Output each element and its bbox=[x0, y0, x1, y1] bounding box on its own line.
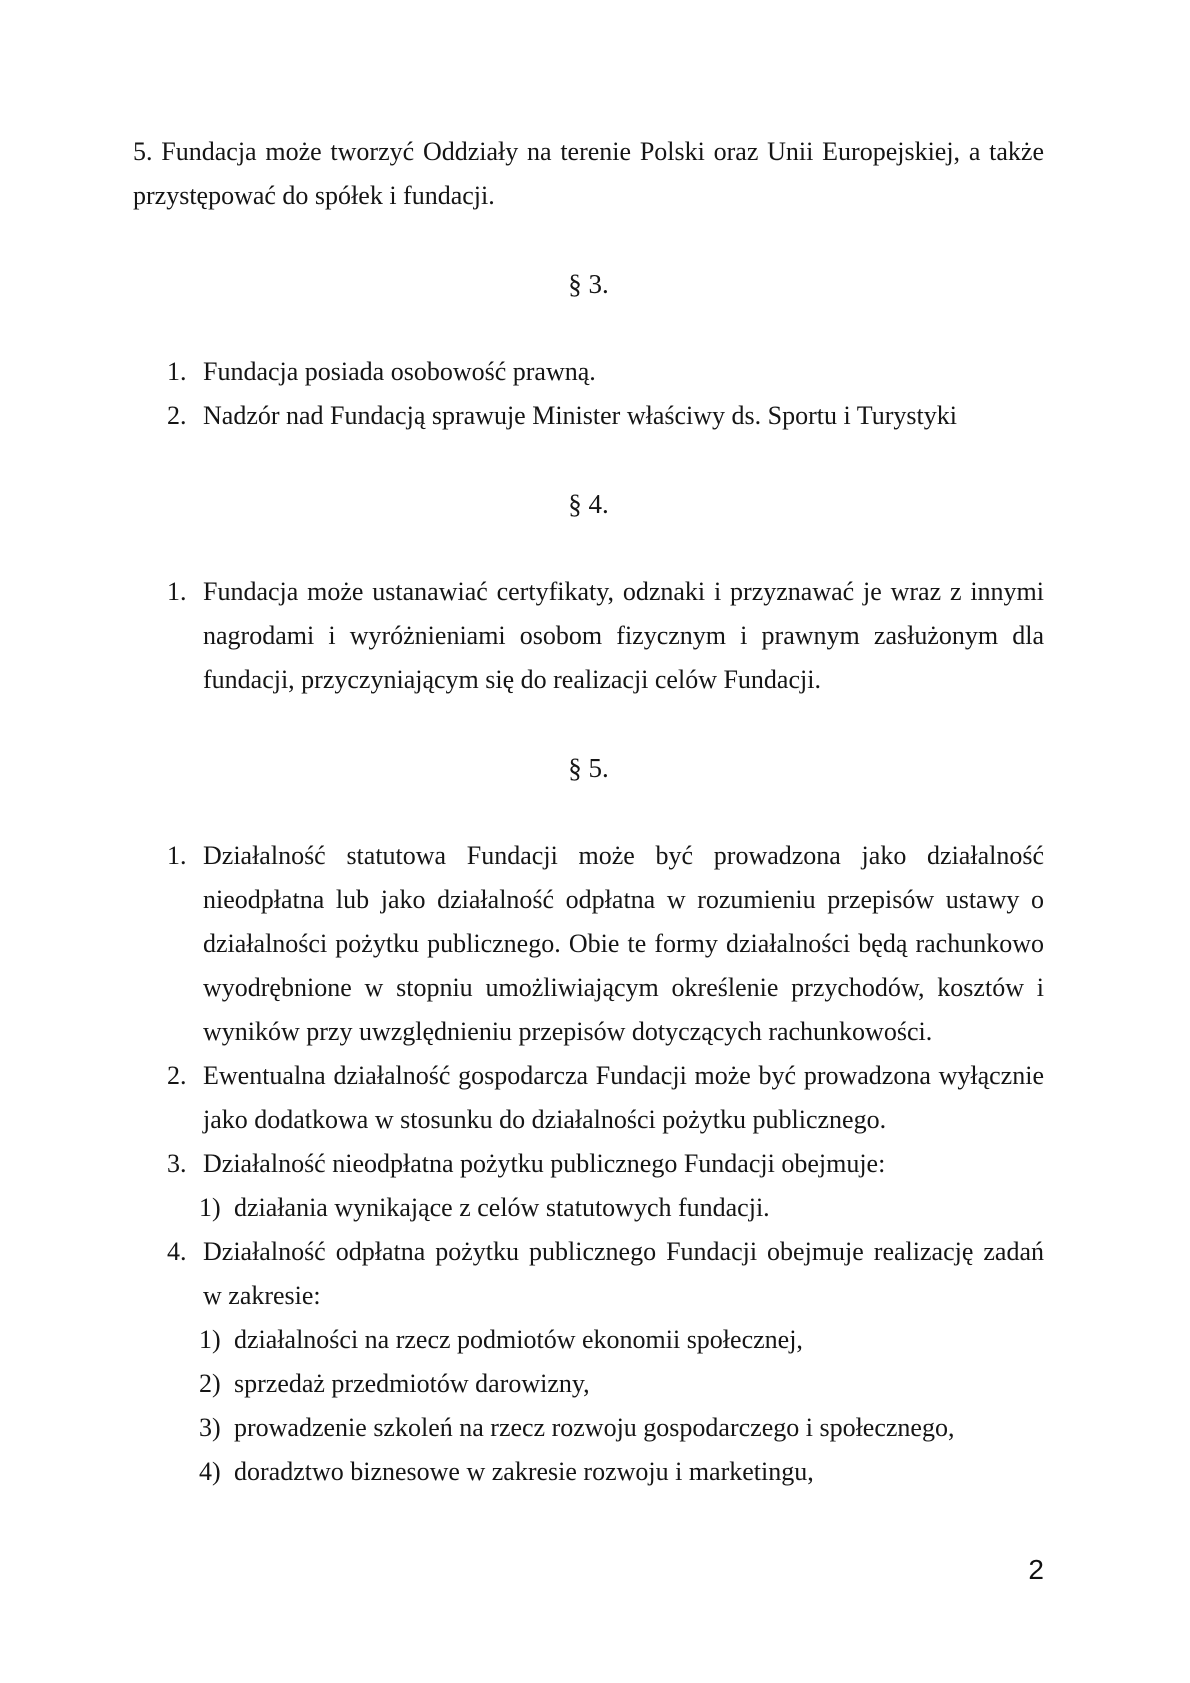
list-item-text: Ewentualna działalność gospodarcza Fundacji może być prowadzona wyłącznie jako dodatkowa w stosunku do działalności pożytku publicznego. bbox=[203, 1061, 1044, 1134]
sub-list-item bbox=[133, 1406, 1044, 1450]
sub-list-item-text: doradztwo biznesowe w zakresie rozwoju i marketingu, bbox=[234, 1457, 814, 1486]
spacer bbox=[133, 438, 1044, 482]
sub-list-item-text: działania wynikające z celów statutowych fundacji. bbox=[234, 1193, 770, 1222]
page-number: 2 bbox=[1028, 1554, 1044, 1585]
sub-list-item-text: prowadzenie szkoleń na rzecz rozwoju gospodarczego i społecznego, bbox=[234, 1413, 955, 1442]
list-item-text: Działalność nieodpłatna pożytku publicznego Fundacji obejmuje: bbox=[203, 1149, 886, 1178]
spacer bbox=[133, 702, 1044, 746]
list-item bbox=[133, 394, 1044, 438]
list-item bbox=[133, 570, 1044, 702]
list-item bbox=[133, 350, 1044, 394]
list-item-marker: 1. bbox=[167, 841, 187, 870]
spacer bbox=[133, 306, 1044, 350]
section-heading-3: § 3. bbox=[568, 269, 609, 299]
list-item-text: Działalność odpłatna pożytku publicznego Fundacji obejmuje realizację zadań w zakresie: bbox=[203, 1237, 1044, 1310]
section-5-list bbox=[133, 834, 1044, 1494]
sub-list-item-marker: 4) bbox=[199, 1457, 221, 1486]
list-item bbox=[133, 1142, 1044, 1186]
intro-paragraph: 5. Fundacja może tworzyć Oddziały na terenie Polski oraz Unii Europejskiej, a także przystępować do spółek i fundacji. bbox=[133, 137, 1044, 210]
list-item-marker: 3. bbox=[167, 1149, 187, 1178]
spacer bbox=[133, 218, 1044, 262]
section-heading-5: § 5. bbox=[568, 753, 609, 783]
sub-list-item bbox=[133, 1450, 1044, 1494]
sub-list-item bbox=[133, 1318, 1044, 1362]
sub-list-item-text: działalności na rzecz podmiotów ekonomii społecznej, bbox=[234, 1325, 803, 1354]
list-item-text: Działalność statutowa Fundacji może być prowadzona jako działalność nieodpłatna lub jako działalność odpłatna w rozumieniu przepisów ustawy o działalności pożytku publicznego. Obie te formy działalności będą rachunkowo wyodrębnione w stopniu umożliwiającym określenie przychodów, kosztów i wyników przy uwzględnieniu przepisów dotyczących rachunkowości. bbox=[203, 841, 1044, 1046]
sub-list-item-marker: 2) bbox=[199, 1369, 221, 1398]
list-item-text: Fundacja posiada osobowość prawną. bbox=[203, 357, 596, 386]
list-item-marker: 2. bbox=[167, 401, 187, 430]
list-item-text: Fundacja może ustanawiać certyfikaty, odznaki i przyznawać je wraz z innymi nagrodami i wyróżnieniami osobom fizycznym i prawnym zasłużonym dla fundacji, przyczyniającym się do realizacji celów Fundacji. bbox=[203, 577, 1044, 694]
page-content bbox=[133, 130, 1044, 1494]
list-item bbox=[133, 1230, 1044, 1318]
sub-list-item-marker: 3) bbox=[199, 1413, 221, 1442]
sub-list-item-text: sprzedaż przedmiotów darowizny, bbox=[234, 1369, 590, 1398]
spacer bbox=[133, 526, 1044, 570]
spacer bbox=[133, 790, 1044, 834]
section-3-list bbox=[133, 350, 1044, 438]
list-item bbox=[133, 1054, 1044, 1142]
sub-list-item-marker: 1) bbox=[199, 1325, 221, 1354]
list-item-marker: 2. bbox=[167, 1061, 187, 1090]
sub-list-item-marker: 1) bbox=[199, 1193, 221, 1222]
list-item-text: Nadzór nad Fundacją sprawuje Minister właściwy ds. Sportu i Turystyki bbox=[203, 401, 957, 430]
list-item-marker: 1. bbox=[167, 577, 187, 606]
list-item bbox=[133, 834, 1044, 1054]
section-4-list bbox=[133, 570, 1044, 702]
sub-list-item bbox=[133, 1362, 1044, 1406]
section-heading-4: § 4. bbox=[568, 489, 609, 519]
list-item-marker: 1. bbox=[167, 357, 187, 386]
list-item-marker: 4. bbox=[167, 1237, 187, 1266]
sub-list-item bbox=[133, 1186, 1044, 1230]
